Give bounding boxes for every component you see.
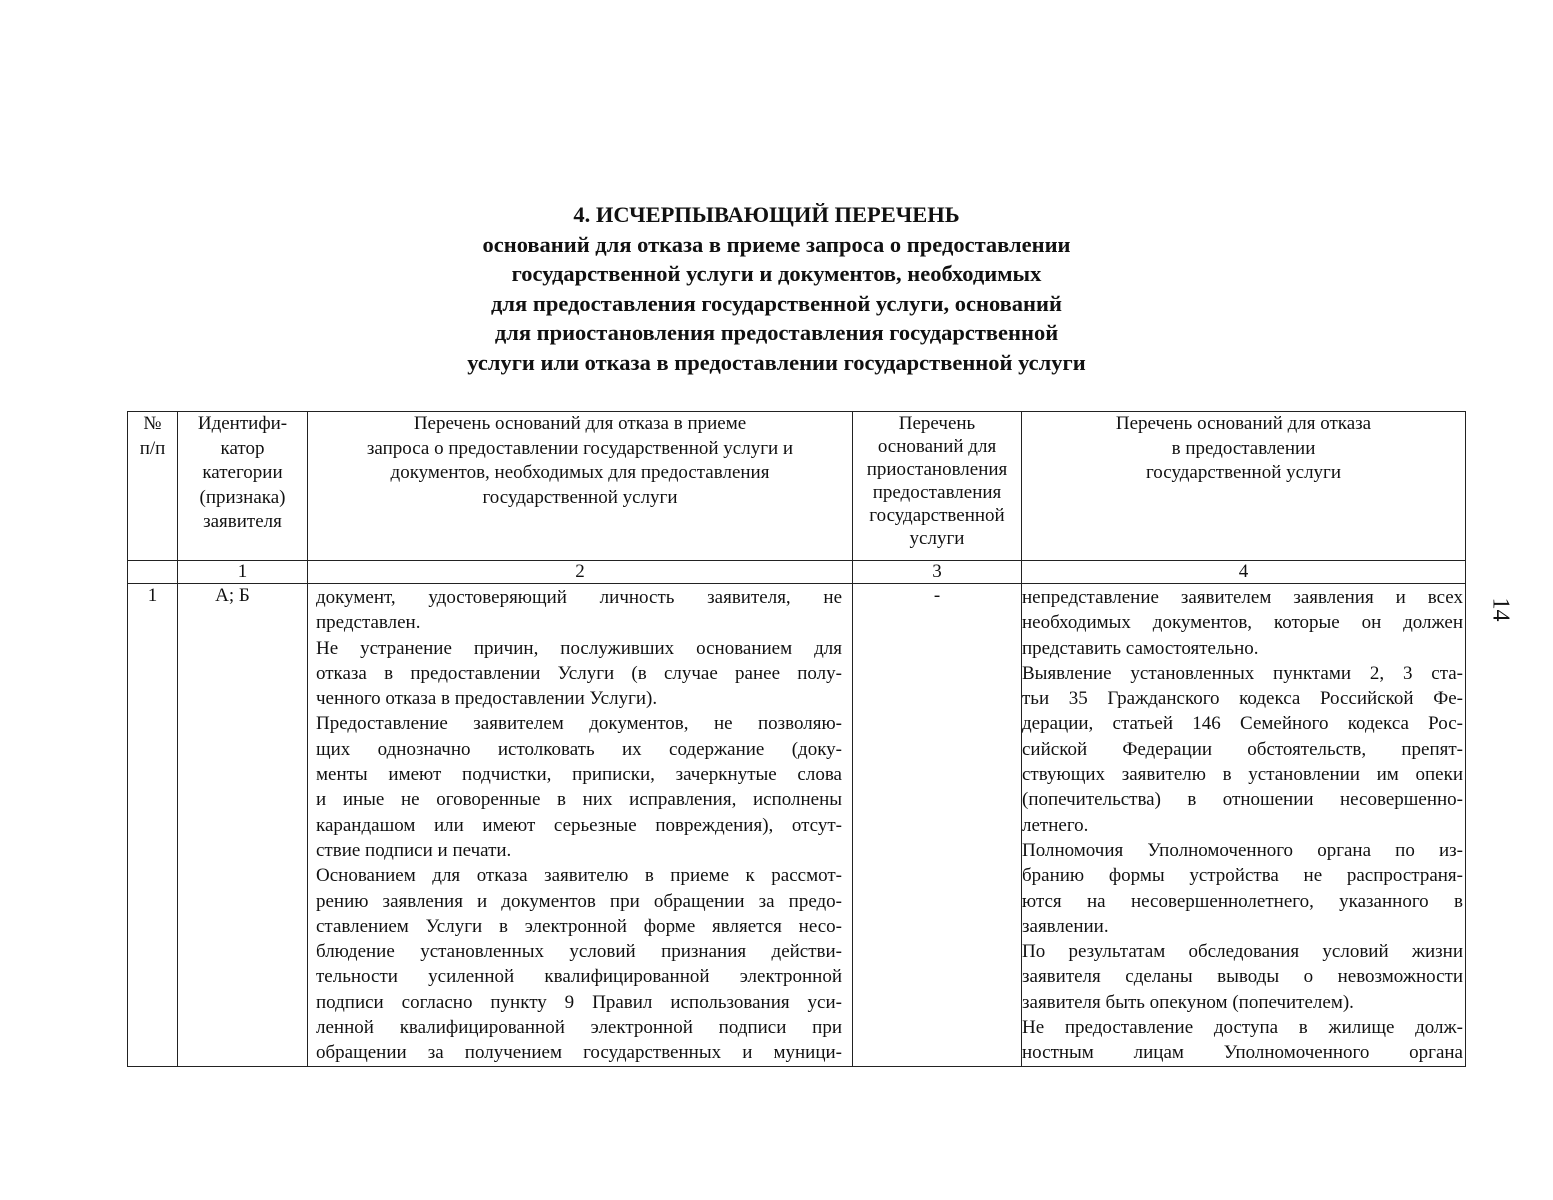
heading-line: государственной услуги и документов, необходимых [511, 261, 1042, 286]
grounds-table [127, 411, 1466, 1067]
heading-line: для приостановления предоставления государственной [494, 320, 1059, 345]
paragraph: Выявление установленных пунктами 2, 3 ста- тьи 35 Гражданского кодекса Российской Фе- дерации, статьей 146 Семейного кодекса Рос- сийской Федерации обстоятельств, препят- ствующих заявителю в установлении им опеки (попечительства) в отношении несовершенно- летнего. [1022, 662, 1463, 836]
heading-line: услуги или отказа в предоставлении государственной услуги [467, 349, 1086, 375]
suspension-text: - [853, 584, 1022, 1067]
refusal-reception-text [308, 584, 853, 1067]
header-number: № п/п [128, 412, 178, 561]
paragraph: Полномочия Уполномоченного органа по из- бранию формы устройства не распространя- ются на несовершеннолетнего, указанного в заявлении. [1022, 839, 1463, 937]
column-number [128, 561, 178, 584]
table-row [128, 584, 1466, 1067]
column-number-row [128, 561, 1466, 584]
heading-line: для предоставления государственной услуги, оснований [491, 290, 1062, 316]
table-header-row [128, 412, 1466, 561]
row-category: А; Б [178, 584, 308, 1067]
document-heading [0, 200, 1553, 377]
column-number: 3 [853, 561, 1022, 584]
paragraph: Не устранение причин, послуживших основанием для отказа в предоставлении Услуги (в случае ранее полу- ченного отказа в предоставлении Услуги). [316, 637, 842, 710]
paragraph: непредставление заявителем заявления и всех необходимых документов, которые он должен представить самостоятельно. [1022, 587, 1463, 659]
column-number: 4 [1022, 561, 1466, 584]
header-refusal-service: Перечень оснований для отказа в предоставлении государственной услуги [1022, 412, 1466, 561]
row-number: 1 [128, 584, 178, 1067]
header-refusal-reception: Перечень оснований для отказа в приеме запроса о предоставлении государственной услуги и документов, необходимых для предоставления государственной услуги [308, 412, 853, 561]
heading-line: 4. ИСЧЕРПЫВАЮЩИЙ ПЕРЕЧЕНЬ [573, 202, 960, 227]
paragraph: документ, удостоверяющий личность заявителя, не представлен. [316, 587, 842, 634]
page-number: 14 [1487, 597, 1514, 622]
paragraph: Основанием для отказа заявителю в приеме к рассмот- рению заявления и документов при обращении за предо- ставлением Услуги в электронной форме является несо- блюдение установленных условий признания действи- тельности усиленной квалифицированной электронной подписи согласно пункту 9 Правил использования уси- ленной квалифицированной электронной подписи при обращении за получением государственных и муници- [316, 865, 842, 1064]
heading-line: оснований для отказа в приеме запроса о предоставлении [482, 231, 1071, 257]
paragraph: По результатам обследования условий жизни заявителя сделаны выводы о невозможности заявителя быть опекуном (попечителем). [1022, 941, 1463, 1013]
paragraph: Не предоставление доступа в жилище долж- ностным лицам Уполномоченного органа [1022, 1017, 1463, 1064]
refusal-service-text [1022, 584, 1466, 1067]
column-number: 2 [308, 561, 853, 584]
header-category-id: Идентифи- катор категории (признака) заявителя [178, 412, 308, 561]
header-suspension: Перечень оснований для приостановления предоставления государственной услуги [853, 412, 1022, 561]
paragraph: Предоставление заявителем документов, не позволяю- щих однозначно истолковать их содержание (доку- менты имеют подчистки, приписки, зачеркнутые слова и иные не оговоренные в них исправления, исполнены карандашом или имеют серьезные повреждения), отсут- ствие подписи и печати. [316, 713, 842, 861]
column-number: 1 [178, 561, 308, 584]
